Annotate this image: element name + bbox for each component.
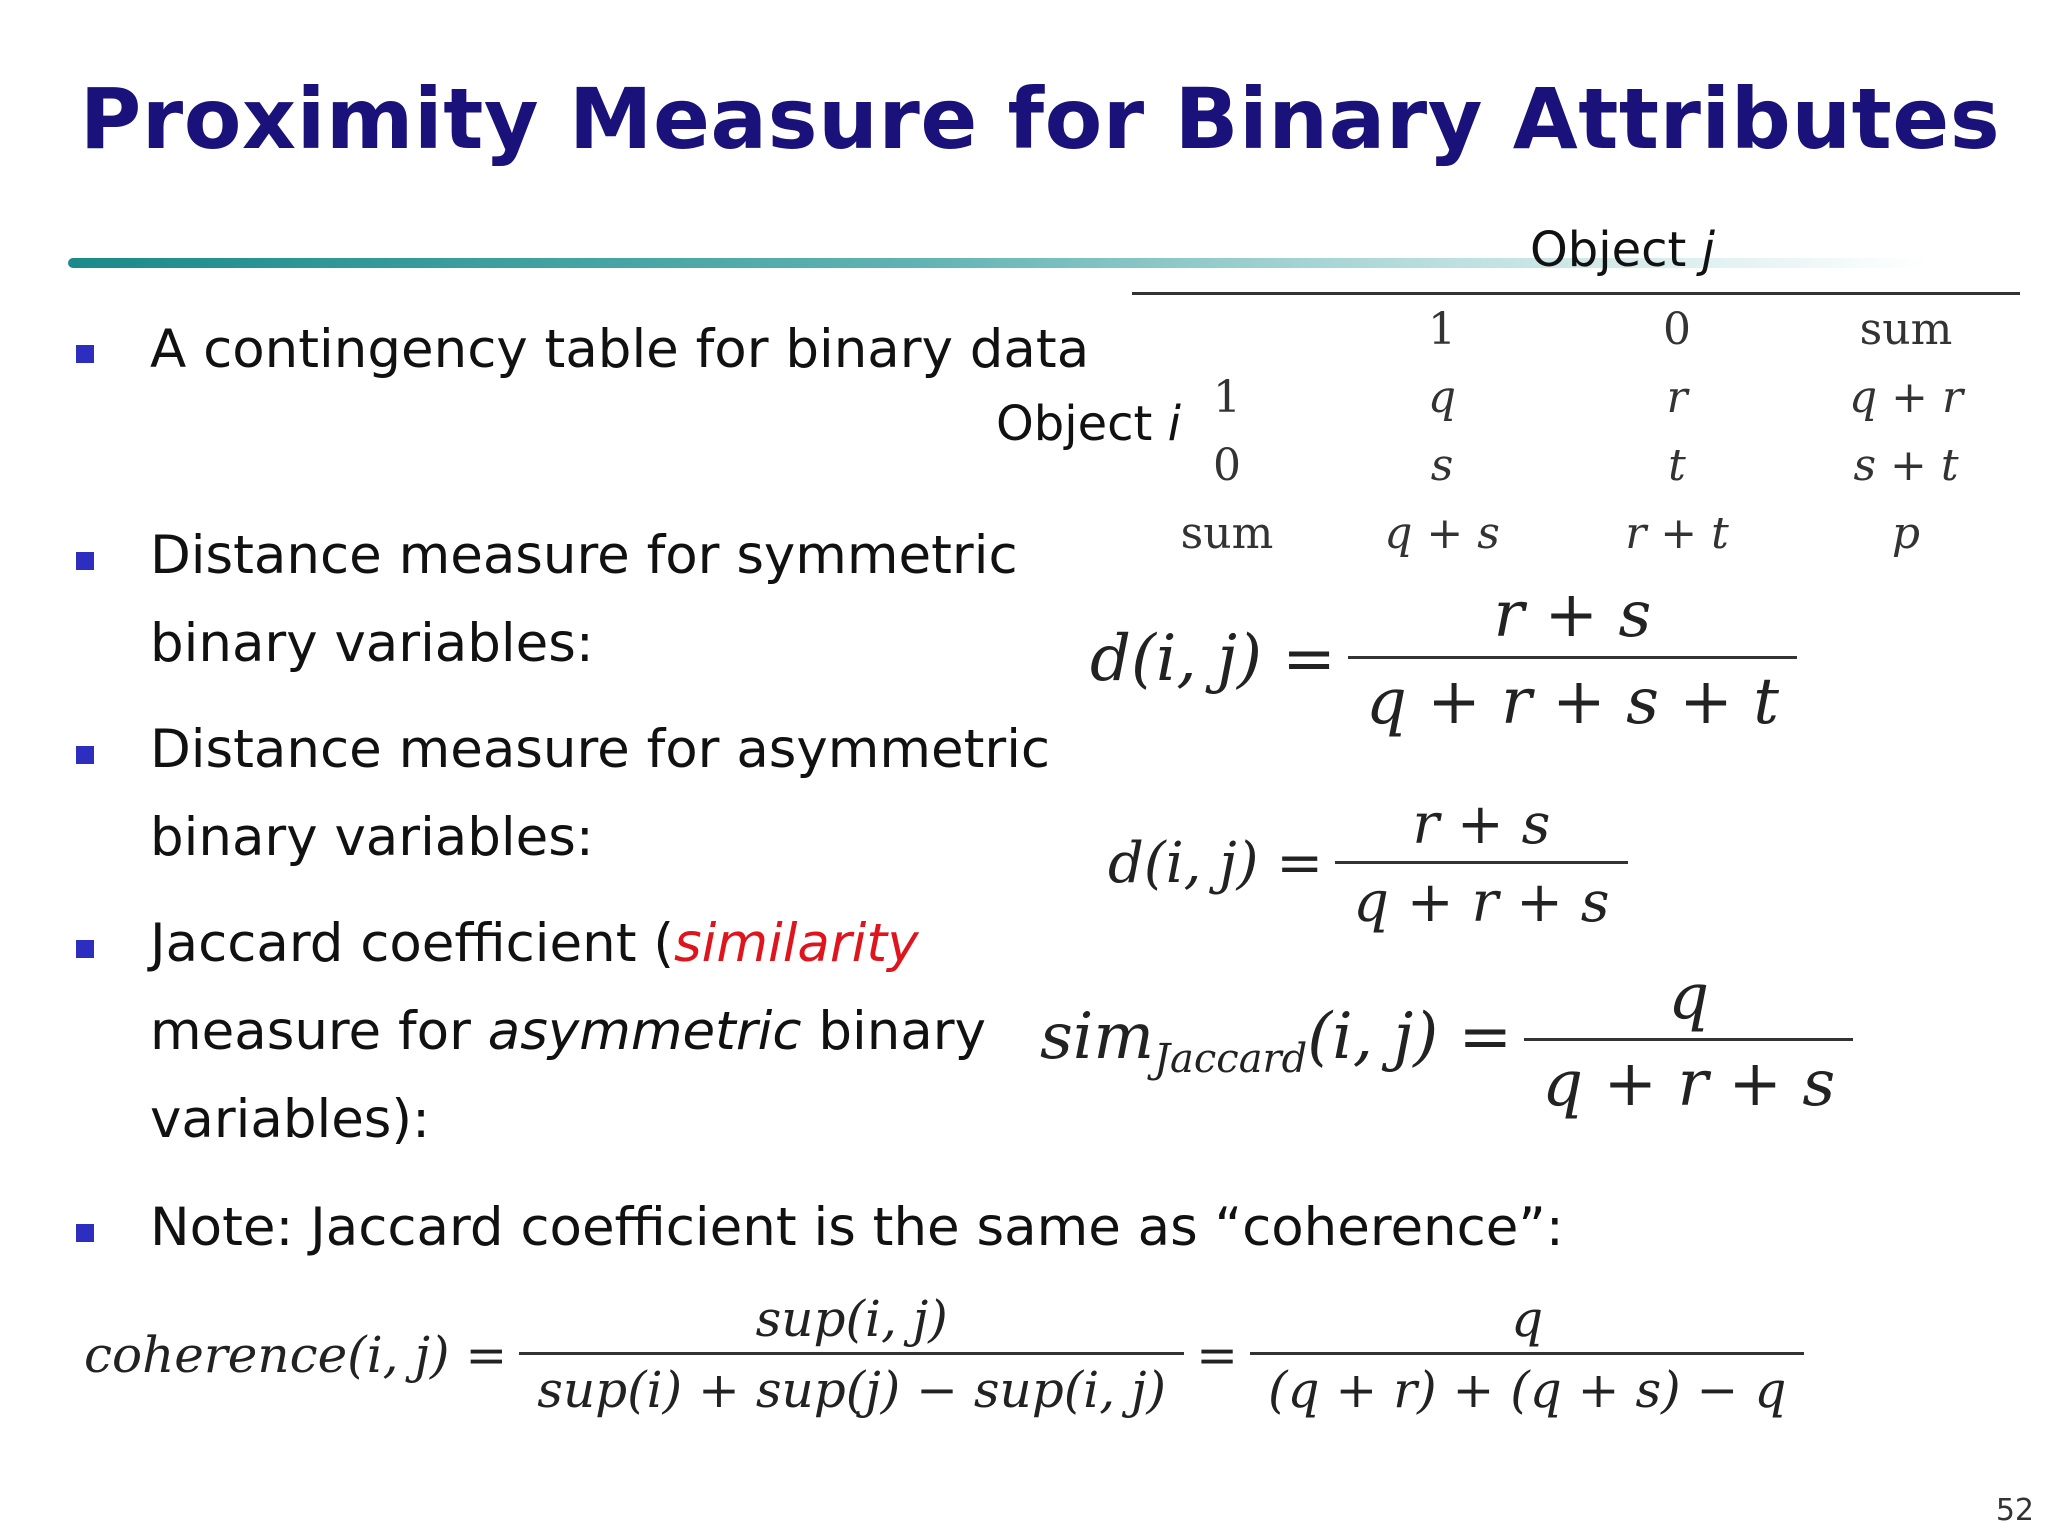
formula-numerator: sup(i, j) <box>755 1290 948 1348</box>
formula-symmetric-distance <box>1090 578 1809 739</box>
object-i-var: i <box>1167 396 1181 452</box>
table-cell: q <box>1427 371 1457 423</box>
formula-equals: = <box>1196 1325 1238 1384</box>
slide-title: Proximity Measure for Binary Attributes <box>79 70 2001 168</box>
bullet-line: Distance measure for symmetric <box>150 525 1018 586</box>
jaccard-asymmetric-emphasis: asymmetric <box>487 1001 802 1062</box>
jaccard-pre: Jaccard coefficient ( <box>150 913 674 974</box>
table-cell: s <box>1430 439 1454 491</box>
formula-fraction <box>1524 960 1853 1121</box>
formula-denominator: (q + r) + (q + s) − q <box>1250 1352 1804 1419</box>
formula-denominator: q + r + s + t <box>1348 656 1797 739</box>
formula-fraction <box>1348 578 1797 739</box>
formula-fraction-support <box>519 1290 1184 1419</box>
table-header-cell: 0 <box>1562 294 1792 364</box>
formula-jaccard <box>1040 960 1865 1121</box>
formula-sim: sim <box>1040 999 1154 1074</box>
bullet-contingency-table: A contingency table for binary data <box>150 319 1090 380</box>
table-cell: q + s <box>1384 507 1500 559</box>
bullet-jaccard <box>150 900 986 1164</box>
bullet-icon <box>76 940 94 958</box>
table-cell: sum <box>1180 507 1274 559</box>
formula-denominator: q + r + s <box>1335 861 1627 935</box>
formula-denominator: sup(i) + sup(j) − sup(i, j) <box>519 1352 1184 1419</box>
table-cell: t <box>1668 439 1686 491</box>
bullet-note-coherence: Note: Jaccard coefficient is the same as “coherence”: <box>150 1197 1564 1258</box>
page-number: 52 <box>1995 1493 2034 1528</box>
bullet-line: binary variables: <box>150 613 594 674</box>
table-header-cell: sum <box>1792 294 2020 364</box>
bullet-icon <box>76 345 94 363</box>
bullet-icon <box>76 746 94 764</box>
jaccard-similarity-emphasis: similarity <box>674 913 919 974</box>
object-j-var: j <box>1701 222 1715 278</box>
formula-numerator: q <box>1511 1290 1544 1348</box>
formula-fraction-counts <box>1250 1290 1804 1419</box>
table-cell: r + t <box>1625 507 1729 559</box>
bullet-line: binary variables: <box>150 807 594 868</box>
bullet-icon <box>76 552 94 570</box>
formula-lhs <box>1040 1000 1512 1082</box>
bullet-line <box>150 988 986 1076</box>
formula-asymmetric-distance <box>1108 792 1640 935</box>
formula-lhs: d(i, j) = <box>1108 831 1324 896</box>
bullet-asymmetric-distance <box>150 706 1050 882</box>
jaccard-line2-post: binary <box>801 1001 986 1062</box>
formula-denominator: q + r + s <box>1524 1038 1853 1121</box>
table-row <box>1132 431 2020 499</box>
formula-lhs: d(i, j) = <box>1090 621 1336 696</box>
formula-subscript: Jaccard <box>1154 1035 1308 1082</box>
table-header-row <box>1132 294 2020 364</box>
table-header-cell: 1 <box>1322 294 1562 364</box>
formula-args: (i, j) = <box>1307 999 1513 1074</box>
table-cell: q + r <box>1848 371 1964 423</box>
table-cell: p <box>1891 507 1921 559</box>
table-row <box>1132 499 2020 567</box>
bullet-icon <box>76 1224 94 1242</box>
object-i-text: Object <box>996 396 1168 452</box>
bullet-line <box>150 900 986 988</box>
bullet-symmetric-distance <box>150 512 1018 688</box>
object-j-label <box>1530 222 1715 278</box>
table-cell: s + t <box>1853 439 1959 491</box>
bullet-line: variables): <box>150 1089 430 1150</box>
formula-numerator: r + s <box>1493 578 1652 652</box>
table-cell: r <box>1666 371 1688 423</box>
contingency-table <box>1132 292 2020 567</box>
formula-numerator: q <box>1668 960 1710 1034</box>
table-row <box>1132 363 2020 431</box>
object-j-text: Object <box>1530 222 1702 278</box>
formula-coherence <box>84 1290 1816 1419</box>
jaccard-line2-pre: measure for <box>150 1001 488 1062</box>
formula-fraction <box>1335 792 1627 935</box>
table-cell: 0 <box>1213 439 1241 491</box>
table-cell: 1 <box>1213 371 1241 423</box>
formula-lhs: coherence(i, j) = <box>84 1325 508 1384</box>
table-header-cell <box>1132 294 1322 364</box>
formula-numerator: r + s <box>1412 792 1551 857</box>
bullet-line: Distance measure for asymmetric <box>150 719 1051 780</box>
